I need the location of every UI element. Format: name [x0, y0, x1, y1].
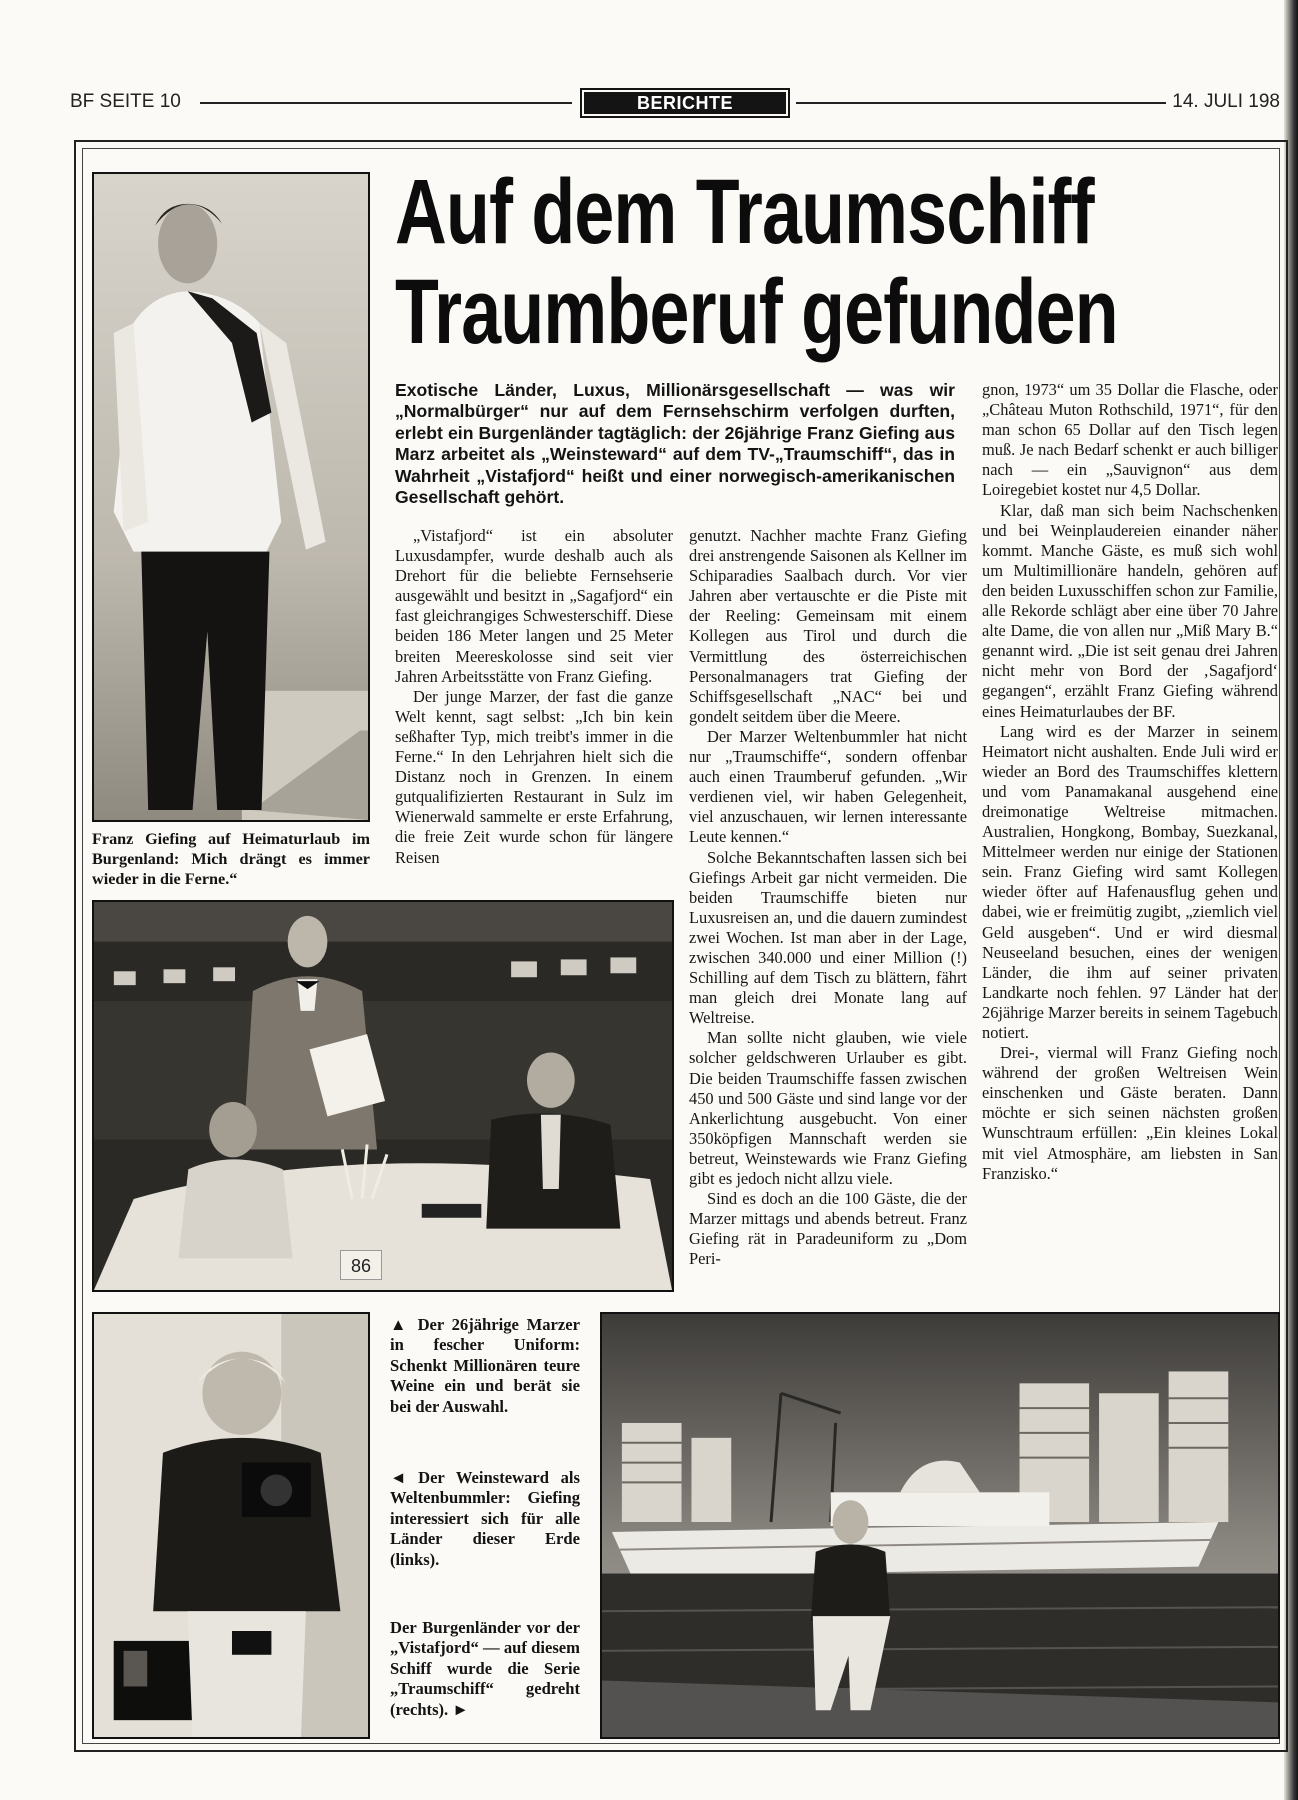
uniform-caption: ▲ Der 26jährige Marzer in fescher Uniform: Schenkt Millionären teure Weine ein und berät sie bei der Auswahl.	[390, 1315, 580, 1416]
table-number-card: 86	[340, 1250, 382, 1280]
dining-room-photo	[92, 900, 674, 1292]
issue-date: 14. JULI 198	[1172, 91, 1280, 112]
headline-line-1: Auf dem Traumschiff	[395, 161, 1094, 263]
headline	[395, 163, 1280, 363]
col3-paragraph: Klar, daß man sich beim Nachschenken und bei Weinplaudereien einander näher kommt. Manche Gäste, es muß sich wohl um Multimillionäre handeln, gehören auf den beiden Luxusschiffen schon zur Familie, alle Rekorde schlägt aber eine über 70 Jahre alte Dame, die von allen nur „Miß Mary B.“ genannt wird. „Die ist seit genau drei Jahren nicht mehr von Bord der ‚Sagafjord‘ gegangen“, erzählt Franz Giefing während eines Heimaturlaubes der BF.	[982, 500, 1278, 721]
traveler-caption: ◄ Der Weinsteward als Weltenbummler: Giefing interessiert sich für alle Länder dieser Erde (links).	[390, 1468, 580, 1569]
col2-paragraph: Der Marzer Weltenbummler hat nicht nur „Traumschiffe“, sondern offenbar auch einen Traumberuf gefunden. „Wir verdienen viel, wir haben Gelegenheit, viel anzuschauen, wir lernen interessante Leute kennen.“	[689, 726, 967, 847]
headline-line-2: Traumberuf gefunden	[395, 261, 1118, 363]
portrait-caption: Franz Giefing auf Heimaturlaub im Burgenland: Mich drängt es immer wieder in die Ferne.“	[92, 830, 370, 888]
col2-paragraph: Man sollte nicht glauben, wie viele solcher geldschweren Urlauber es gibt. Die beiden Traumschiffe fassen zwischen 450 und 500 Gäste und sind lange vor der Ankerlichtung ausgebucht. Von einer 350köpfigen Mannschaft werden sie betreut, Weinstewards wie Franz Giefing gibt es jedoch nicht allzu viele.	[689, 1028, 967, 1188]
col3-paragraph: gnon, 1973“ um 35 Dollar die Flasche, oder „Château Muton Rothschild, 1971“, für den man schon 65 Dollar auf den Tisch legen muß. Je nach Bedarf schenkt er auch billiger nach — ein „Sauvignon“ aus dem Loiregebiet kostet nur 4,5 Dollar.	[982, 380, 1278, 500]
col3-paragraph: Drei-, viermal will Franz Giefing noch während der großen Weltreisen Wein einschenken und Gäste beraten. Dann möchte er sich seinen nächsten großen Wunschtraum erfüllen: „Ein kleines Lokal mit viel Atmosphäre, am liebsten in San Franzisko.“	[982, 1043, 1278, 1183]
traveler-photo	[92, 1312, 370, 1739]
col2-paragraph: Solche Bekanntschaften lassen sich bei Giefings Arbeit gar nicht vermeiden. Die beiden Traumschiffe bieten nur Luxusreisen an, und die dauern zumindest zwei Wochen. Ist man aber in der Lage, zwischen 340.000 und einer Million (!) Schilling auf dem Tisch zu blättern, fährt man gleich drei Monate lang auf Weltreise.	[689, 847, 967, 1028]
col2-paragraph: genutzt. Nachher machte Franz Giefing drei anstrengende Saisonen als Kellner im Schiparadies Saalbach durch. Vor vier Jahren aber vertauschte er die Piste mit der Reeling: Gemeinsam mit einem Kollegen aus Tirol und durch die Vermittlung des österreichischen Personalmanagers trat Giefing der Schiffsgesellschaft „NAC“ bei und gondelt seitdem über die Meere.	[689, 526, 967, 726]
text-column-2	[689, 526, 967, 1269]
col1-paragraph: Der junge Marzer, der fast die ganze Welt kennt, sagt selbst: „Ich bin kein seßhafter Typ, mich treibt's immer in die Ferne.“ In den Lehrjahren hielt sich die Distanz noch in Grenzen. In einem gutqualifizierten Restaurant in Sulz im Wienerwald sammelte er erste Erfahrung, die freie Zeit wurde schon für längere Reisen	[395, 686, 673, 867]
ship-caption: Der Burgenländer vor der „Vistafjord“ — auf diesem Schiff wurde die Serie „Traumschiff“ gedreht (rechts). ►	[390, 1618, 580, 1719]
header-rule-left	[200, 102, 572, 104]
article-lead: Exotische Länder, Luxus, Millionärsgesellschaft — was wir „Normalbürger“ nur auf dem Fernsehschirm verfolgen durften, erlebt ein Burgenländer tagtäglich: der 26jährige Franz Giefing aus Marz arbeitet als „Weinsteward“ auf dem TV-„Traumschiff“, das in Wahrheit „Vistafjord“ heißt und einer norwegisch-amerikanischen Gesellschaft gehört.	[395, 380, 955, 508]
page-number: BF SEITE 10	[70, 91, 181, 112]
text-column-1	[395, 526, 673, 868]
section-badge: BERICHTE	[580, 88, 790, 118]
page-header	[70, 88, 1280, 118]
ship-harbor-photo	[600, 1312, 1280, 1739]
header-rule-right	[796, 102, 1166, 104]
col3-paragraph: Lang wird es der Marzer in seinem Heimatort nicht aushalten. Ende Juli wird er wieder an Bord des Traumschiffes klettern und vom Panamakanal ausgehend eine dreimonatige Weltreise mitmachen. Australien, Hongkong, Bombay, Suezkanal, Mittelmeer werden nur einige der Stationen sein. Franz Giefing wird samt Kollegen wieder öfter auf Hafenausflug gehen und dabei, wie er freimütig zugibt, „ziemlich viel Geld ausgeben“. Und er wird diesmal Neuseeland besuchen, eines der wenigen Länder, die ihm auf seiner privaten Landkarte noch fehlen. 97 Länder hat der 26jährige Marzer bereits in seinem Tagebuch notiert.	[982, 721, 1278, 1042]
col1-paragraph: „Vistafjord“ ist ein absoluter Luxusdampfer, wurde deshalb auch als Drehort für die beliebte Fernsehserie ausgewählt und besitzt in „Sagafjord“ ein fast gleichrangiges Schwesterschiff. Diese beiden 186 Meter langen und 25 Meter breiten Meereskolosse sind seit vier Jahren Arbeitsstätte von Franz Giefing.	[395, 526, 673, 686]
portrait-photo	[92, 172, 370, 822]
col2-paragraph: Sind es doch an die 100 Gäste, die der Marzer mittags und abends betreut. Franz Giefing rät in Paradeuniform zu „Dom Peri-	[689, 1189, 967, 1269]
text-column-3	[982, 380, 1278, 1184]
